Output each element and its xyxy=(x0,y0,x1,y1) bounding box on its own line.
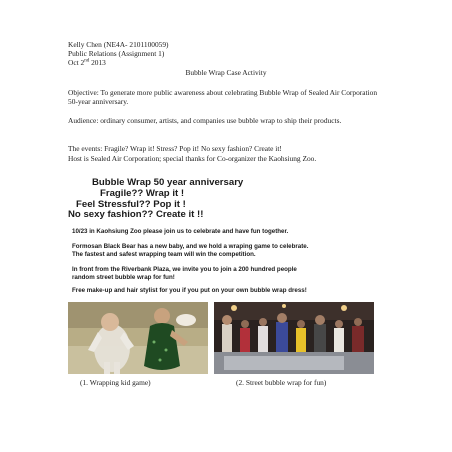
caption-photo-1: (1. Wrapping kid game) xyxy=(80,378,151,387)
flyer-slogan-1: Fragile?? Wrap it ! xyxy=(100,188,185,199)
date-line xyxy=(68,58,106,67)
author-line: Kelly Chen (NE4A- 2101100059) xyxy=(68,40,169,49)
date-prefix: Oct 2 xyxy=(68,58,85,67)
flyer-line-3: The fastest and safest wrapping team will win the competition. xyxy=(72,251,256,258)
flyer-line-5: random street bubble wrap for fun! xyxy=(72,274,175,281)
flyer-line-2: Formosan Black Bear has a new baby, and we hold a wraping game to celebrate. xyxy=(72,243,309,250)
photo-wrapping-kid-game xyxy=(68,302,208,374)
document-title: Bubble Wrap Case Activity xyxy=(185,68,267,77)
audience-paragraph: Audience: ordinary consumer, artists, and companies use bubble wrap to ship their products. xyxy=(68,116,342,125)
course-line: Public Relations (Assignment 1) xyxy=(68,49,165,58)
objective-paragraph: Objective: To generate more public awareness about celebrating Bubble Wrap of Sealed Air Corporation 50-year anniversary. xyxy=(68,88,378,106)
flyer-line-6: Free make-up and hair stylist for you if you put on your own bubble wrap dress! xyxy=(72,287,307,294)
photo-street-bubble-wrap xyxy=(214,302,374,374)
flyer-title: Bubble Wrap 50 year anniversary xyxy=(92,177,244,188)
host-line: Host is Sealed Air Corporation; special thanks for Co-organizer the Kaohsiung Zoo. xyxy=(68,154,317,163)
caption-photo-2: (2. Street bubble wrap for fun) xyxy=(236,378,327,387)
date-suffix: 2013 xyxy=(89,58,106,67)
date-sup: nd xyxy=(84,58,90,64)
flyer-line-1: 10/23 in Kaohsiung Zoo please join us to celebrate and have fun together. xyxy=(72,228,289,235)
flyer-line-4: In front from the Riverbank Plaza, we invite you to join a 200 hundred people xyxy=(72,266,297,273)
events-line: The events: Fragile? Wrap it! Stress? Pop it! No sexy fashion? Create it! xyxy=(68,144,282,153)
flyer-slogan-2: Feel Stressful?? Pop it ! xyxy=(76,199,186,210)
flyer-slogan-3: No sexy fashion?? Create it !! xyxy=(68,209,204,220)
